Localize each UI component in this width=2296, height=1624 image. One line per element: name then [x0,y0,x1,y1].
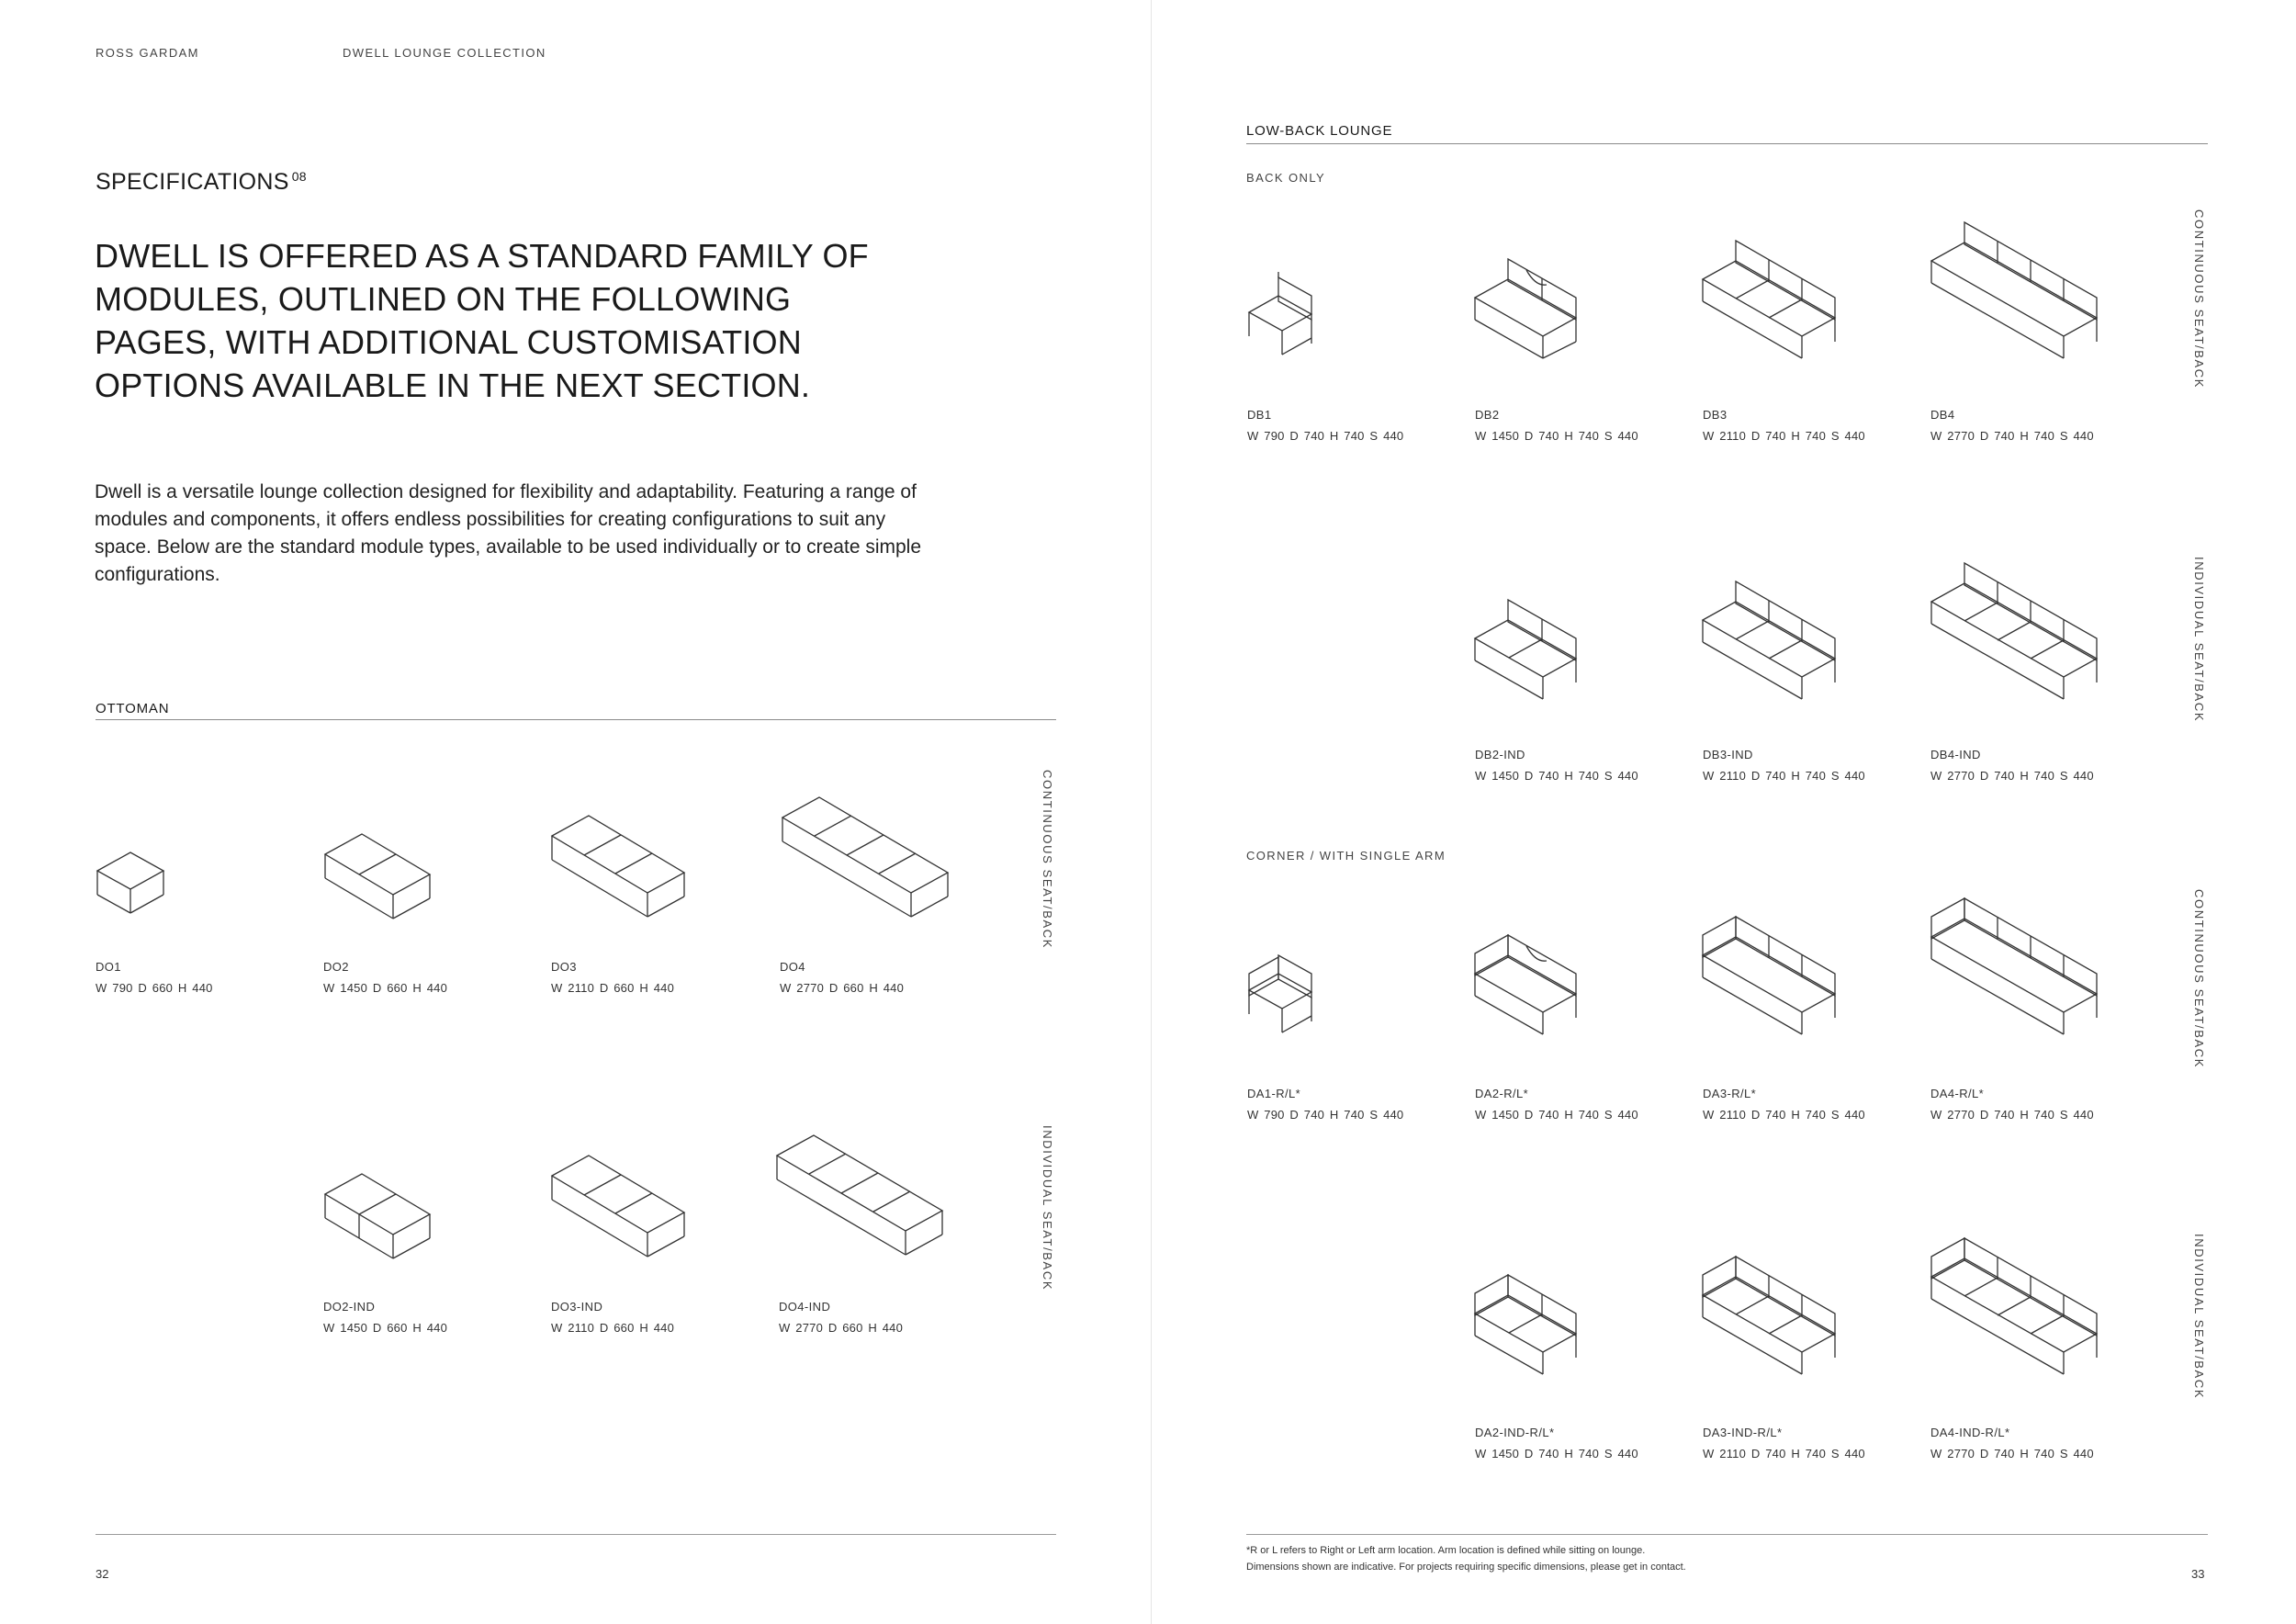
do1-dims: W 790 D 660 H 440 [96,981,213,995]
do2-ind-dims: W 1450 D 660 H 440 [323,1321,448,1335]
ottoman-individual-label: INDIVIDUAL SEAT/BACK [1041,1125,1054,1291]
ottoman-continuous-label: CONTINUOUS SEAT/BACK [1041,770,1054,950]
footnote-dimensions: Dimensions shown are indicative. For projects requiring specific dimensions, please get in contact. [1246,1562,1686,1573]
spec-number: 08 [291,169,307,184]
db2-ind-code: DB2-IND [1475,748,1525,761]
da2-code: DA2-R/L* [1475,1087,1529,1100]
db4-ind-dims: W 2770 D 740 H 740 S 440 [1930,769,2094,783]
ottoman-do4-drawing [779,790,953,919]
da1-drawing [1244,946,1326,1038]
do1-code: DO1 [96,960,121,974]
db3-code: DB3 [1703,408,1728,422]
da4-ind-dims: W 2770 D 740 H 740 S 440 [1930,1447,2094,1460]
da1-dims: W 790 D 740 H 740 S 440 [1247,1108,1404,1122]
db1-dims: W 790 D 740 H 740 S 440 [1247,429,1404,443]
da1-code: DA1-R/L* [1247,1087,1301,1100]
do3-code: DO3 [551,960,577,974]
left-page-number: 32 [96,1567,109,1581]
db1-code: DB1 [1247,408,1272,422]
da3-ind-drawing [1699,1247,1841,1376]
db4-dims: W 2770 D 740 H 740 S 440 [1930,429,2094,443]
ottoman-rule [96,719,1056,720]
da3-ind-dims: W 2110 D 740 H 740 S 440 [1703,1447,1865,1460]
do2-ind-code: DO2-IND [323,1300,376,1314]
db4-code: DB4 [1930,408,1955,422]
do2-dims: W 1450 D 660 H 440 [323,981,448,995]
db4-ind-code: DB4-IND [1930,748,1981,761]
da3-dims: W 2110 D 740 H 740 S 440 [1703,1108,1865,1122]
da2-dims: W 1450 D 740 H 740 S 440 [1475,1108,1638,1122]
ottoman-do2-ind-drawing [321,1167,436,1263]
right-footer-rule [1246,1534,2208,1535]
corner-individual-label: INDIVIDUAL SEAT/BACK [2192,1234,2206,1400]
da3-drawing [1699,908,1841,1036]
da4-ind-drawing [1928,1229,2102,1376]
left-footer-rule [96,1534,1056,1535]
db3-dims: W 2110 D 740 H 740 S 440 [1703,429,1865,443]
da2-ind-drawing [1471,1266,1586,1376]
low-back-lounge-label: LOW-BACK LOUNGE [1246,123,1393,139]
do4-code: DO4 [780,960,805,974]
do4-ind-code: DO4-IND [779,1300,831,1314]
db3-ind-code: DB3-IND [1703,748,1753,761]
db4-drawing [1928,213,2102,360]
ottoman-do3-drawing [548,808,691,923]
back-only-individual-label: INDIVIDUAL SEAT/BACK [2192,557,2206,723]
back-only-continuous-label: CONTINUOUS SEAT/BACK [2192,209,2206,389]
db2-code: DB2 [1475,408,1500,422]
ottoman-do2-drawing [321,827,436,923]
da2-drawing [1471,926,1586,1036]
da3-code: DA3-R/L* [1703,1087,1757,1100]
db4-ind-drawing [1928,554,2102,701]
right-page-number: 33 [2191,1567,2205,1581]
da2-ind-code: DA2-IND-R/L* [1475,1426,1555,1439]
intro-paragraph: Dwell is a versatile lounge collection designed for flexibility and adaptability. Featuring a range of modules and components, it offers endless possibilities for creating configurations to suit any space. Below are the standard module types, available to be used individually or to create simple configurations. [95,481,922,585]
da4-ind-code: DA4-IND-R/L* [1930,1426,2010,1439]
spec-title-text: SPECIFICATIONS [96,169,289,195]
da4-drawing [1928,889,2102,1036]
do4-dims: W 2770 D 660 H 440 [780,981,905,995]
header-collection: DWELL LOUNGE COLLECTION [343,46,546,60]
do3-ind-dims: W 2110 D 660 H 440 [551,1321,675,1335]
low-back-lounge-rule [1246,143,2208,144]
headline: DWELL IS OFFERED AS A STANDARD FAMILY OF MODULES, OUTLINED ON THE FOLLOWING PAGES, WITH ADDITIONAL CUSTOMISATION OPTIONS AVAILABLE IN THE NEXT SECTION. [95,237,869,404]
header-brand: ROSS GARDAM [96,46,199,60]
do3-dims: W 2110 D 660 H 440 [551,981,675,995]
db2-dims: W 1450 D 740 H 740 S 440 [1475,429,1638,443]
ottoman-do1-drawing [92,845,174,919]
db1-drawing [1244,268,1326,360]
da4-dims: W 2770 D 740 H 740 S 440 [1930,1108,2094,1122]
da2-ind-dims: W 1450 D 740 H 740 S 440 [1475,1447,1638,1460]
spec-title [96,169,307,196]
da3-ind-code: DA3-IND-R/L* [1703,1426,1783,1439]
db3-drawing [1699,231,1841,360]
ottoman-section-label: OTTOMAN [96,701,170,716]
do4-ind-dims: W 2770 D 660 H 440 [779,1321,904,1335]
db2-drawing [1471,250,1586,360]
db2-ind-drawing [1471,591,1586,701]
ottoman-do4-ind-drawing [773,1128,948,1257]
right-page [1152,0,2296,1624]
corner-label: CORNER / WITH SINGLE ARM [1246,849,1446,863]
do3-ind-code: DO3-IND [551,1300,603,1314]
db2-ind-dims: W 1450 D 740 H 740 S 440 [1475,769,1638,783]
db3-ind-drawing [1699,572,1841,701]
corner-continuous-label: CONTINUOUS SEAT/BACK [2192,889,2206,1069]
do2-code: DO2 [323,960,349,974]
da4-code: DA4-R/L* [1930,1087,1985,1100]
ottoman-do3-ind-drawing [548,1148,691,1263]
back-only-label: BACK ONLY [1246,171,1326,185]
db3-ind-dims: W 2110 D 740 H 740 S 440 [1703,769,1865,783]
footnote-arm-location: *R or L refers to Right or Left arm location. Arm location is defined while sitting on lounge. [1246,1545,1646,1556]
